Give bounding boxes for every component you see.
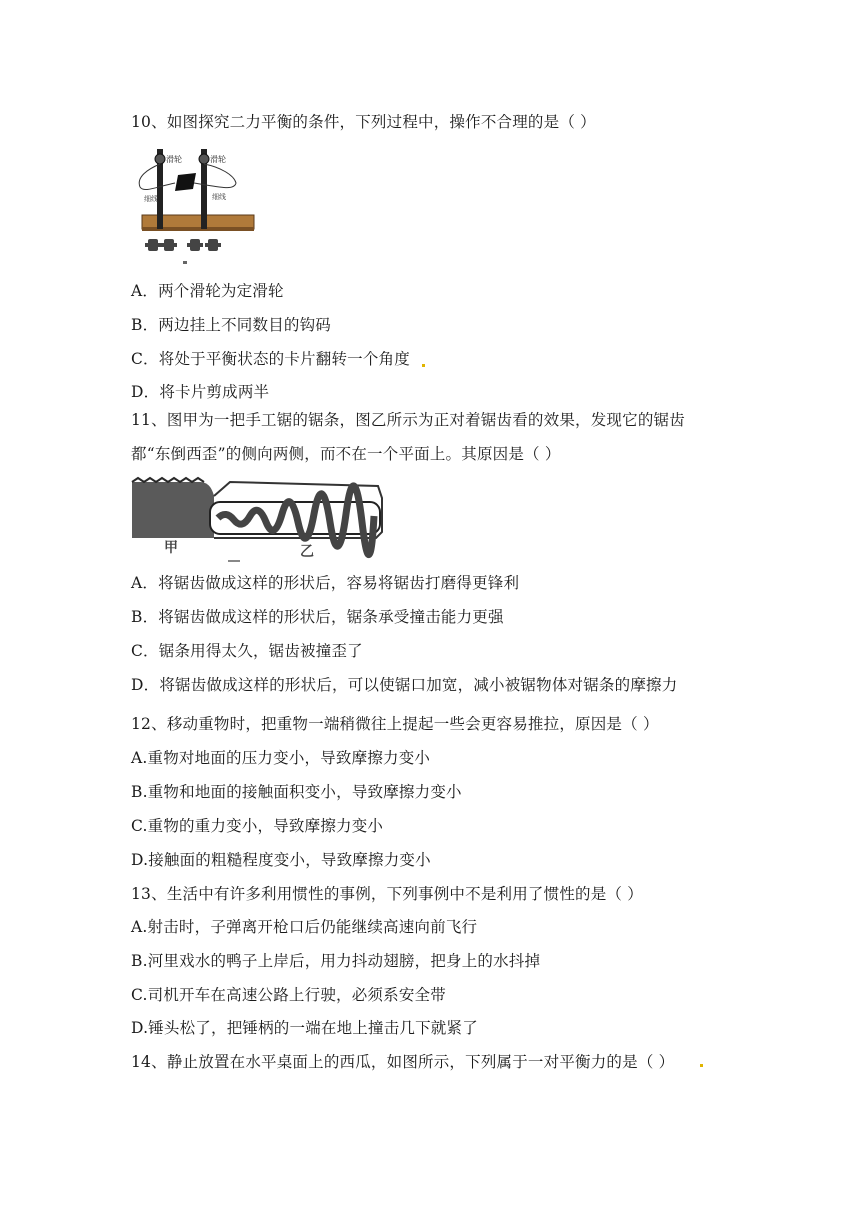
q13-option-d: D.锤头松了，把锤柄的一端在地上撞击几下就紧了	[131, 1019, 478, 1037]
thread-left-label: 细线	[144, 195, 158, 203]
q12-option-a: A.重物对地面的压力变小，导致摩擦力变小	[131, 749, 431, 767]
q13-option-c: C.司机开车在高速公路上行驶，必须系安全带	[131, 986, 446, 1004]
q11-stem-line2: 都“东倒西歪”的侧向两侧，而不在一个平面上。其原因是（ ）	[131, 445, 561, 463]
q13-option-a: A.射击时，子弹离开枪口后仍能继续高速向前飞行	[131, 918, 478, 936]
saw-blade-jia	[132, 482, 214, 538]
label-yi: 乙	[300, 544, 314, 560]
pulley-left-label: 滑轮	[166, 155, 182, 164]
hook-weights	[145, 239, 221, 251]
q11-option-c: C．锯条用得太久，锯齿被撞歪了	[131, 642, 363, 660]
label-jia: 甲	[164, 540, 178, 556]
left-pulley	[155, 154, 165, 164]
artifact-dot	[700, 1064, 703, 1067]
q11-stem-line1: 11、图甲为一把手工锯的锯条，图乙所示为正对着锯齿看的效果，发现它的锯齿	[131, 411, 685, 429]
q12-option-b: B.重物和地面的接触面积变小，导致摩擦力变小	[131, 783, 462, 801]
thread-right-label: 细线	[212, 193, 226, 201]
pulley-right-label: 滑轮	[210, 155, 226, 164]
saw-blade-figure	[130, 476, 385, 564]
q10-option-c: C．将处于平衡状态的卡片翻转一个角度	[131, 350, 410, 368]
q13-option-b: B.河里戏水的鸭子上岸后，用力抖动翅膀，把身上的水抖掉	[131, 952, 541, 970]
q14-stem: 14、静止放置在水平桌面上的西瓜，如图所示，下列属于一对平衡力的是（ ）	[131, 1053, 675, 1071]
q12-option-d: D.接触面的粗糙程度变小，导致摩擦力变小	[131, 851, 431, 869]
q11-option-d: D．将锯齿做成这样的形状后，可以使锯口加宽，减小被锯物体对锯条的摩擦力	[131, 676, 678, 694]
q13-stem: 13、生活中有许多利用惯性的事例，下列事例中不是利用了惯性的是（ ）	[131, 885, 643, 903]
q10-option-b: B．两边挂上不同数目的钩码	[131, 316, 331, 334]
q12-option-c: C.重物的重力变小，导致摩擦力变小	[131, 817, 384, 835]
q10-option-a: A．两个滑轮为定滑轮	[131, 282, 284, 300]
q10-stem: 10、如图探究二力平衡的条件，下列过程中，操作不合理的是（ ）	[131, 113, 596, 131]
q11-option-b: B．将锯齿做成这样的形状后，锯条承受撞击能力更强	[131, 608, 504, 626]
q12-stem: 12、移动重物时，把重物一端稍微往上提起一些会更容易推拉，原因是（ ）	[131, 715, 659, 733]
artifact-dot	[422, 364, 425, 367]
card	[175, 173, 196, 191]
q10-option-d: D．将卡片剪成两半	[131, 383, 270, 401]
two-force-balance-figure	[130, 143, 255, 268]
right-pulley	[199, 154, 209, 164]
right-thread	[194, 164, 236, 188]
q11-option-a: A．将锯齿做成这样的形状后，容易将锯齿打磨得更锋利	[131, 574, 520, 592]
